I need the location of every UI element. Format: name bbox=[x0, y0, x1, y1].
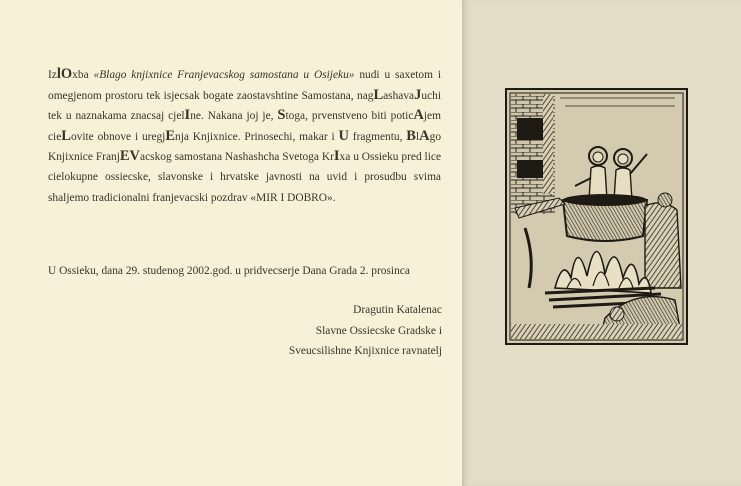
text-run: nudi u saxetom i omegjenom prostoru tek isjecsak bogate zaostavshtine Samostana, nag bbox=[48, 69, 442, 102]
initial-letter: A bbox=[419, 127, 430, 144]
text-run: ne. Nakana joj je, bbox=[190, 110, 278, 123]
initial-letter: L bbox=[61, 127, 71, 144]
initial-letter: I bbox=[184, 107, 191, 124]
text-run: nja Knjixnice. Prinosechi, makar i bbox=[175, 130, 339, 143]
initial-letter: V bbox=[129, 148, 141, 165]
initial-letter: E bbox=[165, 127, 176, 144]
woodcut-illustration bbox=[505, 88, 688, 345]
text-run: uchi tek u naznakama znacsaj cjel bbox=[48, 89, 441, 123]
signature-block bbox=[289, 300, 442, 362]
initial-letter: J bbox=[414, 86, 422, 103]
initial-letter: L bbox=[373, 86, 384, 103]
text-run: l bbox=[415, 130, 420, 143]
signature-title-line-2: Sveucsilishne Knjixnice ravnatelj bbox=[288, 345, 442, 357]
text-run: xba bbox=[72, 69, 94, 82]
initial-letter: I bbox=[333, 148, 340, 165]
text-run: ovite obnove i uregj bbox=[70, 130, 166, 143]
initial-letter: O bbox=[60, 66, 73, 83]
initial-letter: A bbox=[413, 107, 424, 124]
text-run: jem cie bbox=[48, 110, 441, 143]
title-italic: «Blago knjixnice Franjevacskog samostana u Osijeku» bbox=[93, 69, 355, 82]
signature-name: Dragutin Katalenac bbox=[353, 304, 442, 316]
text-run: fragmentu, bbox=[348, 130, 407, 143]
initial-letter: B bbox=[406, 127, 416, 144]
text-run: toga, prvenstveno biti potic bbox=[285, 110, 414, 123]
text-run: Iz bbox=[48, 69, 57, 82]
initial-letter: E bbox=[119, 148, 130, 165]
signature-title-line-1: Slavne Ossiecske Gradske i bbox=[315, 324, 442, 337]
text-run: acskog samostana Nashashcha Svetoga Kr bbox=[140, 151, 334, 164]
text-run: ashava bbox=[383, 89, 415, 102]
text-run: xa u Ossieku pred lice cielokupne ossiecske, slavonske i hrvatske javnosti na uvid i prosudbu svima shaljemo tradicionalni franjevacski pozdrav «MIR I DOBRO». bbox=[48, 151, 441, 204]
initial-letter: l bbox=[56, 66, 61, 83]
intro-paragraph bbox=[48, 65, 441, 208]
initial-letter: S bbox=[277, 107, 286, 124]
initial-letter: U bbox=[338, 127, 349, 144]
text-run: go Knjixnice Franj bbox=[48, 130, 442, 164]
date-line: U Ossieku, dana 29. studenog 2002.god. u pridvecserje Dana Grada 2. prosinca bbox=[48, 265, 410, 277]
